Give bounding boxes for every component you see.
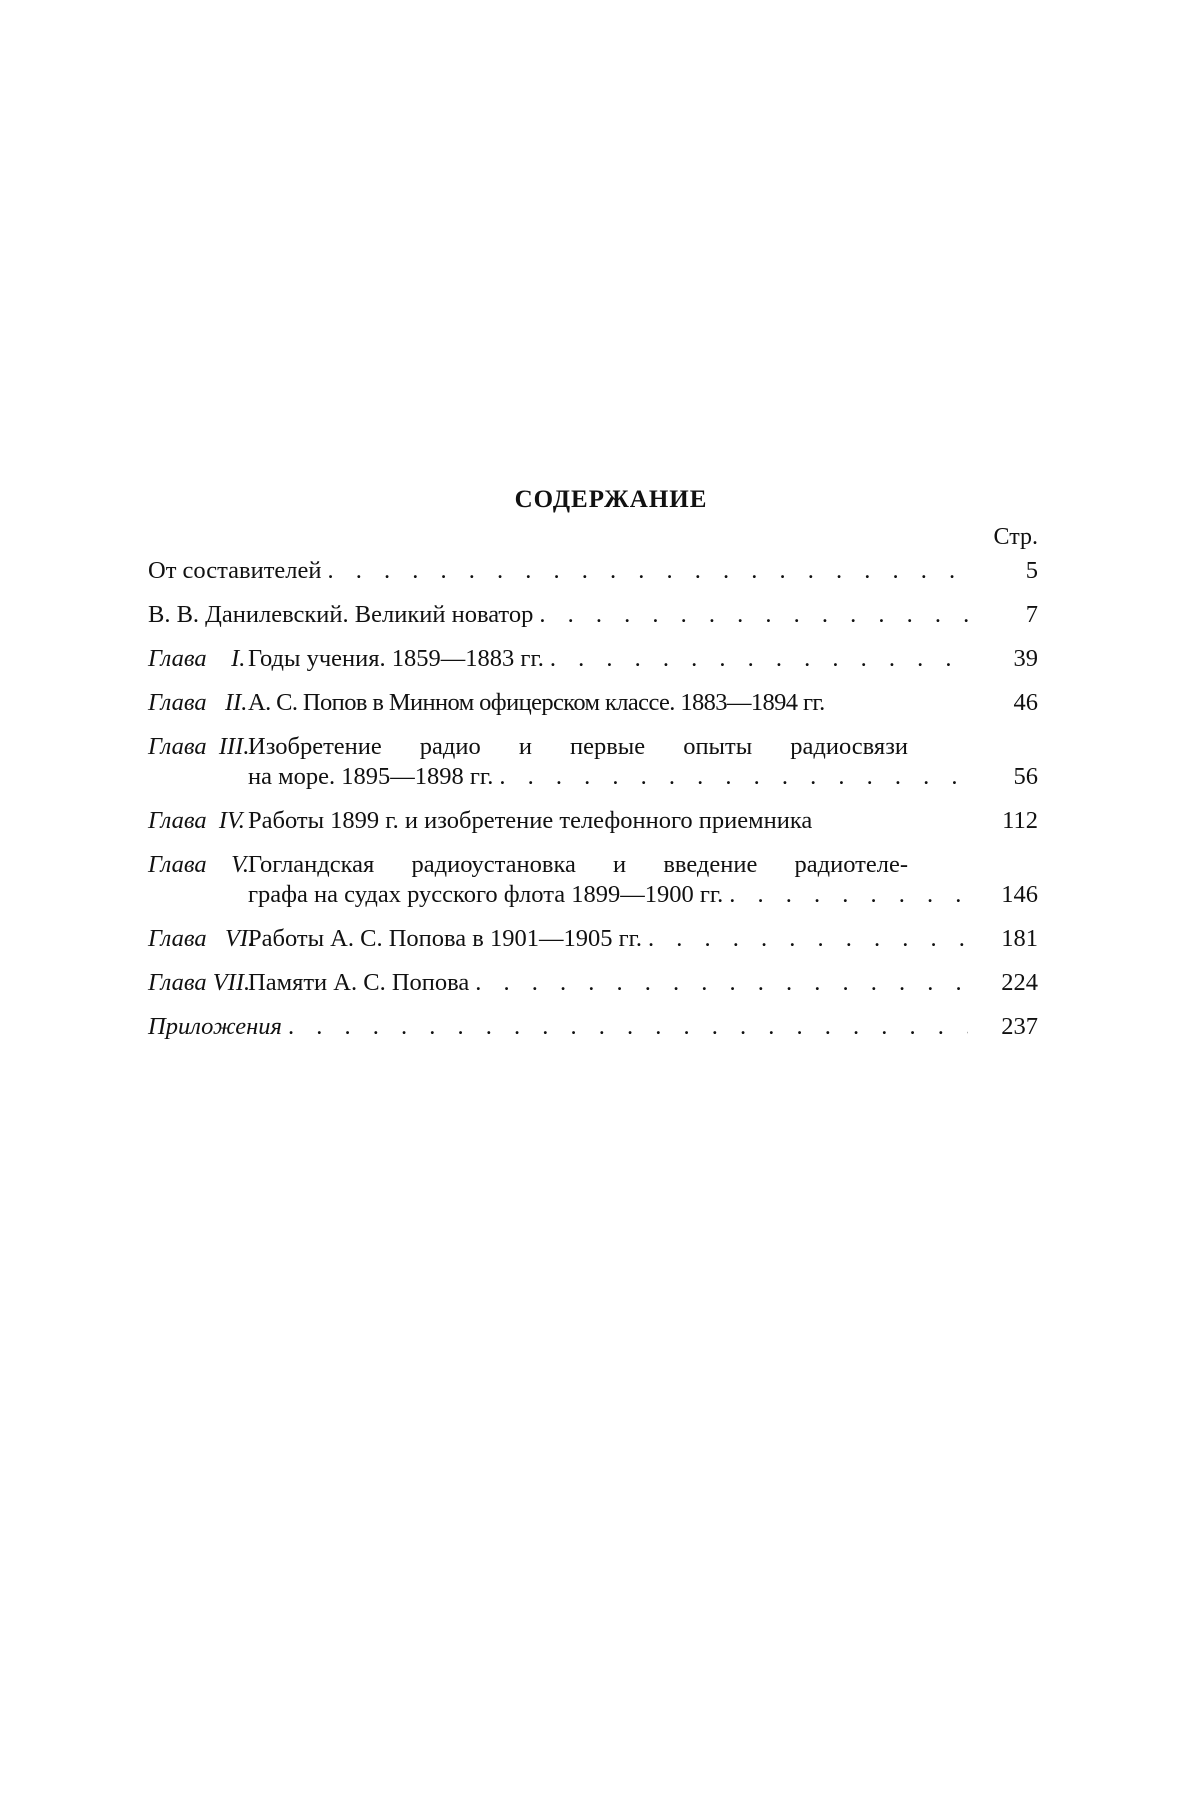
chapter-word: Глава <box>148 851 207 878</box>
toc-entry-body <box>248 688 978 718</box>
toc-entry-line <box>248 806 978 836</box>
toc-entry[interactable] <box>148 968 1038 998</box>
toc-entry-text: Гогландская радиоустановка и введение радиотеле- <box>248 851 908 878</box>
toc-entry[interactable] <box>148 644 1038 674</box>
toc-entry-page: 5 <box>1025 557 1038 584</box>
toc-entry-line <box>248 644 978 674</box>
toc-entry-text: Годы учения. 1859—1883 гг. <box>248 645 544 672</box>
dot-leader <box>648 924 968 954</box>
toc-entry-line <box>248 968 978 998</box>
chapter-numeral: I. <box>231 645 246 672</box>
toc-entry-line <box>248 924 978 954</box>
toc-entry-text: Работы 1899 г. и изобретение телефонного приемника <box>248 807 813 834</box>
toc-entry[interactable] <box>148 732 1038 792</box>
toc-entry-text-continued: графа на судах русского флота 1899—1900 гг. <box>248 881 724 908</box>
toc-entry-line <box>148 1012 978 1042</box>
toc-entry-body <box>148 1012 978 1042</box>
toc-entry-body <box>248 732 978 792</box>
toc-entry-text: От составителей <box>148 557 322 584</box>
chapter-label <box>148 806 248 836</box>
chapter-label <box>148 644 248 674</box>
chapter-label <box>148 688 248 718</box>
toc-entry-line <box>148 556 978 586</box>
toc-entry-body <box>248 850 978 910</box>
chapter-label <box>148 924 255 954</box>
dot-leader <box>539 600 968 630</box>
toc-entry[interactable] <box>148 924 1038 954</box>
toc-entry-page: 237 <box>1001 1013 1038 1040</box>
toc-entry-body <box>248 806 978 836</box>
dot-leader <box>475 968 968 998</box>
toc-entry-body <box>248 968 978 998</box>
chapter-word: Глава <box>148 925 207 952</box>
chapter-word: Глава <box>148 645 207 672</box>
toc-entry-text: Великий новатор <box>354 601 534 628</box>
chapter-numeral: II. <box>224 689 248 716</box>
toc-entry-page: 181 <box>1001 925 1038 952</box>
toc-entry-page: 146 <box>1001 881 1038 908</box>
toc-entry[interactable] <box>148 688 1038 718</box>
dot-leader <box>288 1012 968 1042</box>
toc-entry-text: Работы А. С. Попова в 1901—1905 гг. <box>248 925 643 952</box>
dot-leader <box>499 762 968 792</box>
toc-entry[interactable] <box>148 1012 1038 1042</box>
chapter-numeral: VII. <box>212 969 251 996</box>
toc-entry-page: 56 <box>1013 763 1038 790</box>
toc-entry-author <box>148 600 533 630</box>
toc-entry-text-continued: на море. 1895—1898 гг. <box>248 763 494 790</box>
toc-entry-line <box>148 600 978 630</box>
toc-entry-body <box>248 924 978 954</box>
toc-entries <box>148 556 1038 1042</box>
chapter-label <box>148 968 251 998</box>
dot-leader <box>550 644 968 674</box>
toc-entry-text: Изобретение радио и первые опыты радиосвязи <box>248 733 908 760</box>
toc-entry[interactable] <box>148 556 1038 586</box>
toc-entry[interactable] <box>148 850 1038 910</box>
appendix-label: Приложения <box>148 1013 282 1040</box>
toc-entry-text: Памяти А. С. Попова <box>248 969 470 996</box>
chapter-label <box>148 732 248 762</box>
chapter-word: Глава <box>148 733 207 760</box>
toc-entry-page: 7 <box>1025 601 1038 628</box>
toc-entry-body <box>148 556 978 586</box>
dot-leader <box>729 880 968 910</box>
page-column-header: Стр. <box>993 524 1038 550</box>
toc-entry-line <box>248 880 978 910</box>
toc-entry-text: А. С. Попов в Минном офицерском классе. 1883—1894 гг. <box>248 689 825 716</box>
author-name: В. В. Данилевский. <box>148 601 349 628</box>
toc-entry[interactable] <box>148 600 1038 630</box>
table-of-contents <box>148 484 1038 1056</box>
toc-entry-line <box>248 850 978 880</box>
chapter-word: Глава <box>148 969 207 996</box>
dot-leader <box>328 556 969 586</box>
chapter-numeral: VI. <box>224 925 255 952</box>
chapter-numeral: V. <box>231 851 250 878</box>
toc-entry-page: 112 <box>1002 807 1038 834</box>
page-title: СОДЕРЖАНИЕ <box>514 486 708 513</box>
toc-entry-body <box>248 644 978 674</box>
chapter-numeral: III. <box>218 733 250 760</box>
toc-entry-line <box>248 688 978 718</box>
chapter-numeral: IV. <box>218 807 245 834</box>
chapter-word: Глава <box>148 689 207 716</box>
chapter-label <box>148 850 248 880</box>
toc-entry-page: 224 <box>1001 969 1038 996</box>
toc-entry-line <box>248 732 978 762</box>
toc-entry-page: 39 <box>1013 645 1038 672</box>
toc-entry-page: 46 <box>1013 689 1038 716</box>
toc-entry-body <box>148 600 978 630</box>
chapter-word: Глава <box>148 807 207 834</box>
toc-entry[interactable] <box>148 806 1038 836</box>
toc-entry-line <box>248 762 978 792</box>
